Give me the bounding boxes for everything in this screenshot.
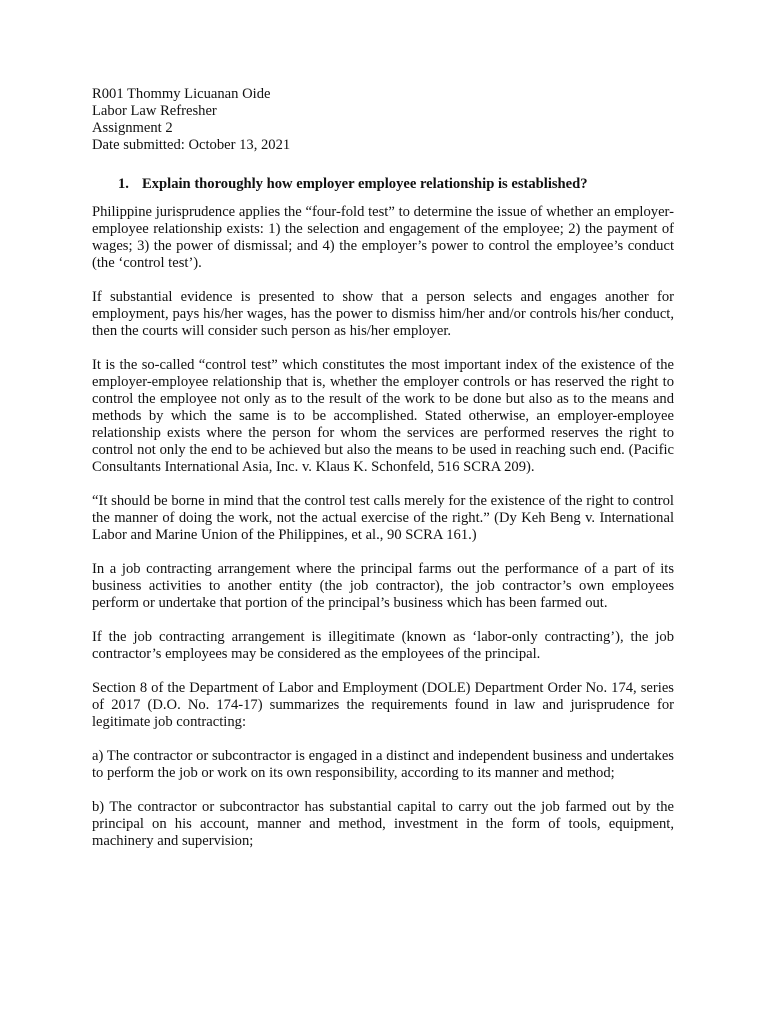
header-course: Labor Law Refresher: [92, 103, 217, 119]
question-heading: [92, 176, 674, 193]
document-page: [92, 86, 674, 867]
paragraph-labor-only-contracting: If the job contracting arrangement is illegitimate (known as ‘labor-only contracting’), the job contractor’s employees may be considered as the employees of the principal.: [92, 629, 674, 662]
paragraph-dole-order: Section 8 of the Department of Labor and Employment (DOLE) Department Order No. 174, series of 2017 (D.O. No. 174-17) summarizes the requirements found in law and jurisprudence for legitimate job contracting:: [92, 680, 674, 730]
header-assignment: Assignment 2: [92, 120, 173, 136]
header-student-name: R001 Thommy Licuanan Oide: [92, 86, 271, 102]
question-text: Explain thoroughly how employer employee relationship is established?: [142, 176, 588, 192]
paragraph-control-test: It is the so-called “control test” which constitutes the most important index of the existence of the employer-employee relationship that is, whether the employer controls or has reserved the right to control the employee not only as to the result of the work to be done but also as to the means and methods by which the same is to be accomplished. Stated otherwise, an employer-employee relationship exists where the person for whom the services are performed reserves the right to control not only the end to be achieved but also the means to be used in reaching such end. (Pacific Consultants International Asia, Inc. v. Klaus K. Schonfeld, 516 SCRA 209).: [92, 357, 674, 475]
header-date-submitted: Date submitted: October 13, 2021: [92, 137, 291, 153]
document-header: [92, 86, 674, 154]
paragraph-job-contracting: In a job contracting arrangement where the principal farms out the performance of a part of its business activities to another entity (the job contractor), the job contractor’s own employees perform or undertake that portion of the principal’s business which has been farmed out.: [92, 561, 674, 611]
paragraph-substantial-evidence: If substantial evidence is presented to show that a person selects and engages another for employment, pays his/her wages, has the power to dismiss him/her and/or controls his/her conduct, then the courts will consider such person as his/her employer.: [92, 289, 674, 339]
paragraph-quotation: “It should be borne in mind that the control test calls merely for the existence of the right to control the manner of doing the work, not the actual exercise of the right.” (Dy Keh Beng v. International Labor and Marine Union of the Philippines, et al., 90 SCRA 161.): [92, 493, 674, 543]
question-number: 1.: [118, 176, 129, 192]
list-item-b: b) The contractor or subcontractor has substantial capital to carry out the job farmed out by the principal on his account, manner and method, investment in the form of tools, equipment, machinery and supervision;: [92, 799, 674, 849]
paragraph-four-fold-test: Philippine jurisprudence applies the “four-fold test” to determine the issue of whether an employer-employee relationship exists: 1) the selection and engagement of the employee; 2) the payment of wages; 3) the power of dismissal; and 4) the employer’s power to control the employee’s conduct (the ‘control test’).: [92, 204, 674, 271]
list-item-a: a) The contractor or subcontractor is engaged in a distinct and independent business and undertakes to perform the job or work on its own responsibility, according to its manner and method;: [92, 748, 674, 781]
